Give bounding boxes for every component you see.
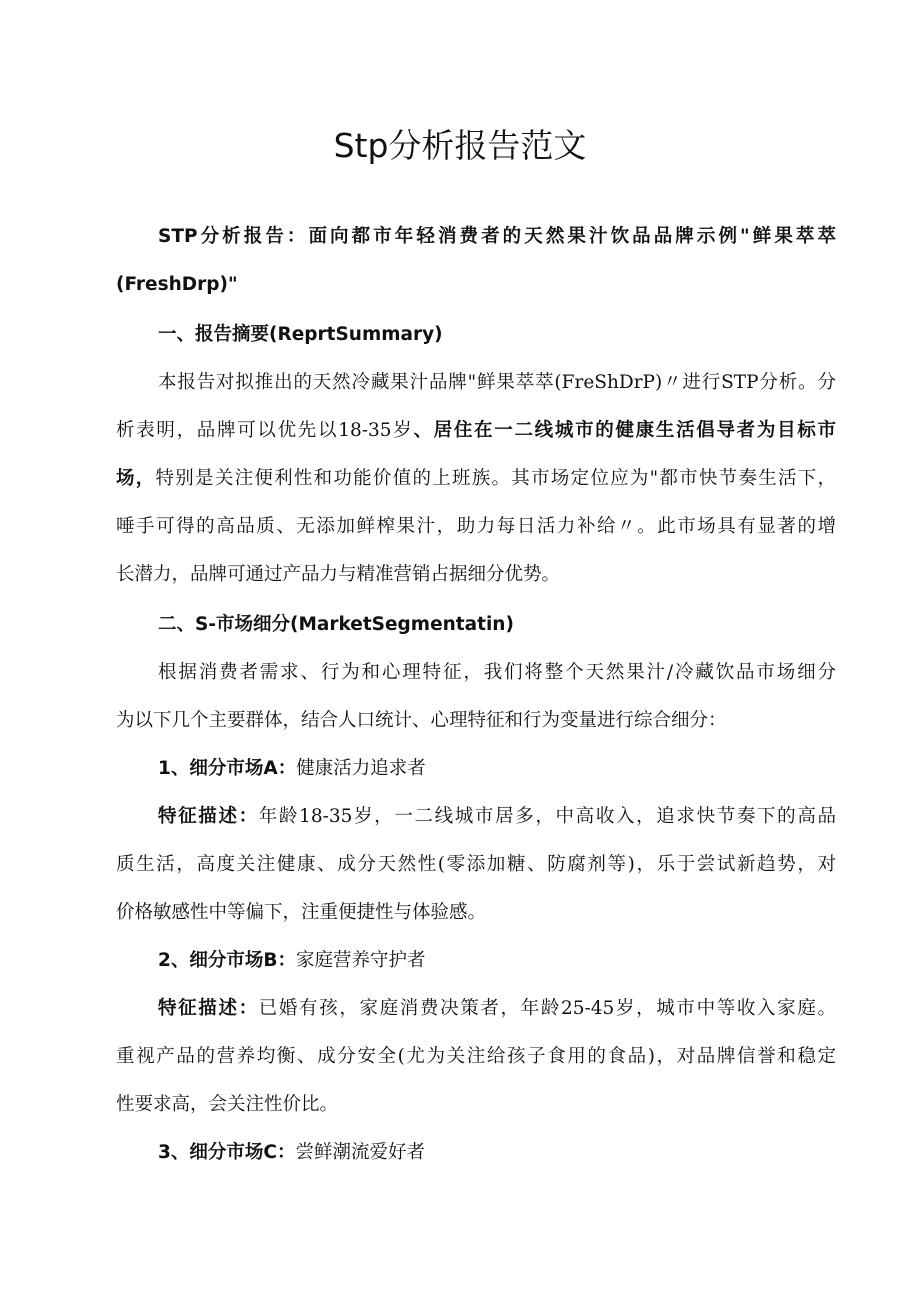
segment-b-label: 2、细分市场B： [158,950,296,971]
segment-c-label: 3、细分市场C： [158,1142,296,1163]
segment-c-name: 尝鲜潮流爱好者 [295,1142,425,1163]
segment-a-desc-label: 特征描述： [158,806,259,827]
segment-a-label: 1、细分市场A： [158,758,297,779]
segment-a-title [116,745,836,793]
segmentation-section [116,601,836,1177]
summary-section [116,311,836,599]
subtitle-line-1: STP分析报告：面向都市年轻消费者的天然果汁饮品品牌示例"鲜果萃萃 [158,226,836,247]
segment-a-desc-line-3: 价格敏感性中等偏下，注重便捷性与体验感。 [116,902,487,923]
summary-line-2 [116,407,836,455]
summary-line-3-bold: 场， [116,468,156,489]
segment-b-desc-line-3: 性要求高，会关注性价比。 [116,1094,339,1115]
summary-line-2-bold: 、居住在一二线城市的健康生活倡导者为目标市 [413,420,836,441]
report-subtitle [116,213,836,309]
segmentation-intro-line-1: 根据消费者需求、行为和心理特征，我们将整个天然果汁/冷藏饮品市场细分 [158,662,836,683]
summary-line-3-regular: 特别是关注便利性和功能价值的上班族。其市场定位应为"都市快节奏生活下， [155,468,836,489]
segment-a-name: 健康活力追求者 [296,758,426,779]
summary-line-5: 长潜力，品牌可通过产品力与精准营销占据细分优势。 [116,564,561,585]
segment-b-desc-text-1: 已婚有孩，家庭消费决策者，年龄25-45岁，城市中等收入家庭。 [258,998,836,1019]
document-title: Stp分析报告范文 [333,126,587,165]
summary-heading: 一、报告摘要(ReprtSummary) [158,324,443,345]
summary-line-2-regular: 析表明，品牌可以优先以18-35岁 [116,420,414,441]
summary-line-3 [116,455,836,503]
segment-b-desc-line-1 [116,985,836,1033]
segment-b-desc-label: 特征描述： [158,998,259,1019]
segmentation-heading: 二、S-市场细分(MarketSegmentatin) [158,614,514,635]
segment-c-title [116,1129,836,1177]
subtitle-line-2: (FreshDrp)" [116,274,238,295]
segment-b-name: 家庭营养守护者 [295,950,426,971]
segment-b-desc-line-2: 重视产品的营养均衡、成分安全(尤为关注给孩子食用的食品)，对品牌信誉和稳定 [116,1046,836,1067]
summary-line-4: 唾手可得的高品质、无添加鲜榨果汁，助力每日活力补给〃。此市场具有显著的增 [116,516,836,537]
segment-b-title [116,937,836,985]
summary-line-1: 本报告对拟推出的天然冷藏果汁品牌"鲜果萃萃(FreShDrP)〃进行STP分析。分 [158,372,836,393]
segment-a-desc-line-1 [116,793,836,841]
segment-a-desc-text-1: 年龄18-35岁，一二线城市居多，中高收入，追求快节奏下的高品 [258,806,836,827]
segmentation-intro-line-2: 为以下几个主要群体，结合人口统计、心理特征和行为变量进行综合细分： [116,710,727,731]
segment-a-desc-line-2: 质生活，高度关注健康、成分天然性(零添加糖、防腐剂等)，乐于尝试新趋势，对 [116,854,836,875]
